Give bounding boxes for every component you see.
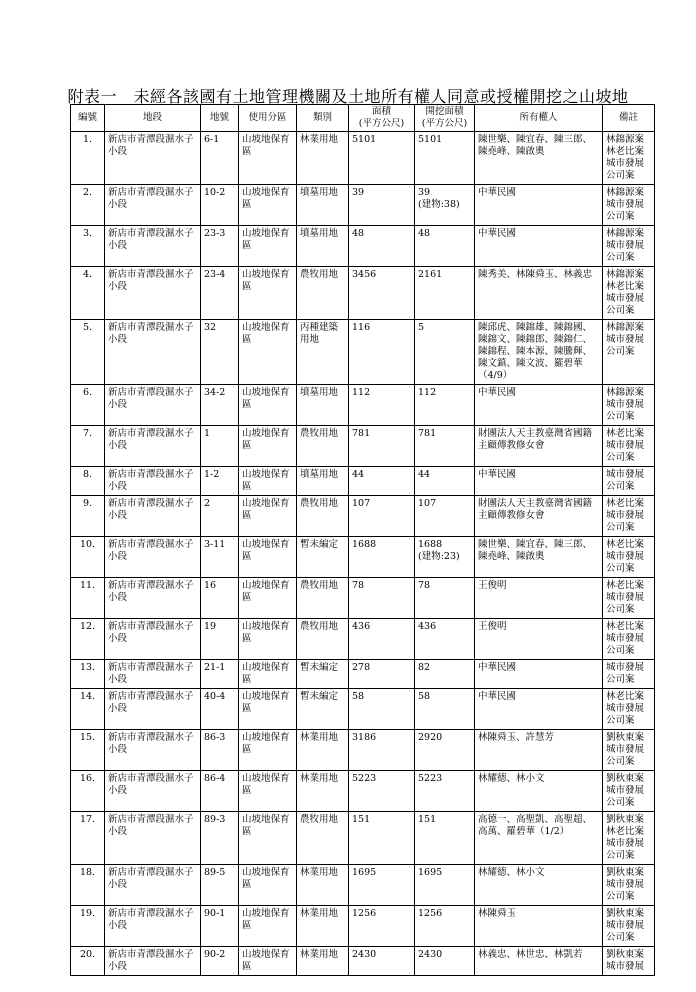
remarks-cell: 林錦源案 城市發展公司案 [603, 385, 655, 426]
zone-cell: 山坡地保育區 [239, 185, 297, 226]
lot-number-cell: 89-5 [201, 865, 239, 906]
table-row [71, 812, 655, 865]
zone-cell: 山坡地保育區 [239, 689, 297, 730]
remarks-cell: 劉秋東案 城市發展 [603, 947, 655, 976]
zone-cell: 山坡地保育區 [239, 226, 297, 267]
row-number-cell: 10. [71, 537, 105, 578]
zone-cell: 山坡地保育區 [239, 730, 297, 771]
land-section-cell: 新店市青潭段濕水子小段 [105, 132, 201, 185]
dug-area-cell: 2161 [415, 267, 475, 320]
row-number-cell: 14. [71, 689, 105, 730]
lot-number-cell: 89-3 [201, 812, 239, 865]
table-row [71, 771, 655, 812]
area-cell: 39 [349, 185, 415, 226]
dug-area-cell: 151 [415, 812, 475, 865]
land-category-cell: 農牧用地 [297, 578, 349, 619]
zone-cell: 山坡地保育區 [239, 771, 297, 812]
remarks-cell: 劉秋東案 城市發展公司案 [603, 771, 655, 812]
table-row [71, 496, 655, 537]
table-row [71, 689, 655, 730]
zone-cell: 山坡地保育區 [239, 865, 297, 906]
remarks-cell: 劉秋東案 城市發展公司案 [603, 865, 655, 906]
area-cell: 781 [349, 426, 415, 467]
owners-cell: 林耀德、林小文 [475, 865, 603, 906]
land-section-cell: 新店市青潭段濕水子小段 [105, 185, 201, 226]
land-category-cell: 墳墓用地 [297, 226, 349, 267]
lot-number-cell: 21-1 [201, 660, 239, 689]
owners-cell: 財團法人天主教臺灣省國籍主顧傳教修女會 [475, 496, 603, 537]
row-number-cell: 11. [71, 578, 105, 619]
row-number-cell: 13. [71, 660, 105, 689]
zone-cell: 山坡地保育區 [239, 426, 297, 467]
owners-cell: 中華民國 [475, 467, 603, 496]
dug-area-cell: 1688 (建物:23) [415, 537, 475, 578]
remarks-cell: 城市發展公司案 [603, 660, 655, 689]
owners-cell: 陳邱虎、陳錦雄、陳錦國、陳錦文、陳錦郎、陳錦仁、陳錦程、陳本源、陳騰輝、陳文鎮、陳文波、羅碧華（4/9） [475, 320, 603, 385]
land-category-cell: 墳墓用地 [297, 467, 349, 496]
area-cell: 436 [349, 619, 415, 660]
owners-cell: 陳世樂、陳宜春、陳三郎、陳堯峰、陳啟奧 [475, 132, 603, 185]
table-row [71, 906, 655, 947]
dug-area-cell: 5 [415, 320, 475, 385]
table-row [71, 320, 655, 385]
dug-area-cell: 82 [415, 660, 475, 689]
land-category-cell: 林業用地 [297, 771, 349, 812]
land-category-cell: 林業用地 [297, 865, 349, 906]
area-cell: 1256 [349, 906, 415, 947]
zone-cell: 山坡地保育區 [239, 467, 297, 496]
lot-number-cell: 90-2 [201, 947, 239, 976]
lot-number-cell: 23-4 [201, 267, 239, 320]
table-row [71, 537, 655, 578]
column-header: 開挖面積 (平方公尺) [415, 105, 475, 132]
column-header: 面積 (平方公尺) [349, 105, 415, 132]
remarks-cell: 林錦源案 林老比案 城市發展公司案 [603, 132, 655, 185]
zone-cell: 山坡地保育區 [239, 385, 297, 426]
lot-number-cell: 1 [201, 426, 239, 467]
owners-cell: 中華民國 [475, 660, 603, 689]
remarks-cell: 林錦源案 城市發展公司案 [603, 185, 655, 226]
land-category-cell: 暫未編定 [297, 689, 349, 730]
land-category-cell: 農牧用地 [297, 496, 349, 537]
land-section-cell: 新店市青潭段濕水子小段 [105, 578, 201, 619]
owners-cell: 高德一、高聖凱、高聖超、高萬、羅碧華（1/2） [475, 812, 603, 865]
zone-cell: 山坡地保育區 [239, 660, 297, 689]
column-header: 備註 [603, 105, 655, 132]
table-row [71, 132, 655, 185]
dug-area-cell: 1256 [415, 906, 475, 947]
area-cell: 48 [349, 226, 415, 267]
area-cell: 78 [349, 578, 415, 619]
row-number-cell: 17. [71, 812, 105, 865]
lot-number-cell: 16 [201, 578, 239, 619]
remarks-cell: 林錦源案 林老比案 城市發展公司案 [603, 267, 655, 320]
area-cell: 278 [349, 660, 415, 689]
row-number-cell: 1. [71, 132, 105, 185]
land-table [70, 104, 655, 976]
land-category-cell: 墳墓用地 [297, 185, 349, 226]
remarks-cell: 劉秋東案 林老比案 城市發展公司案 [603, 812, 655, 865]
remarks-cell: 林老比案 城市發展公司案 [603, 426, 655, 467]
dug-area-cell: 44 [415, 467, 475, 496]
land-section-cell: 新店市青潭段濕水子小段 [105, 906, 201, 947]
table-row [71, 385, 655, 426]
row-number-cell: 5. [71, 320, 105, 385]
remarks-cell: 林老比案 城市發展公司案 [603, 578, 655, 619]
owners-cell: 林陳舜玉 [475, 906, 603, 947]
lot-number-cell: 90-1 [201, 906, 239, 947]
land-category-cell: 農牧用地 [297, 812, 349, 865]
area-cell: 116 [349, 320, 415, 385]
row-number-cell: 19. [71, 906, 105, 947]
dug-area-cell: 1695 [415, 865, 475, 906]
column-header: 使用分區 [239, 105, 297, 132]
row-number-cell: 15. [71, 730, 105, 771]
land-section-cell: 新店市青潭段濕水子小段 [105, 385, 201, 426]
land-section-cell: 新店市青潭段濕水子小段 [105, 771, 201, 812]
area-cell: 107 [349, 496, 415, 537]
table-row [71, 226, 655, 267]
zone-cell: 山坡地保育區 [239, 619, 297, 660]
owners-cell: 中華民國 [475, 185, 603, 226]
owners-cell: 中華民國 [475, 226, 603, 267]
column-header: 所有權人 [475, 105, 603, 132]
lot-number-cell: 2 [201, 496, 239, 537]
row-number-cell: 16. [71, 771, 105, 812]
area-cell: 5223 [349, 771, 415, 812]
row-number-cell: 18. [71, 865, 105, 906]
owners-cell: 陳秀美、林陳舜玉、林義忠 [475, 267, 603, 320]
area-cell: 3456 [349, 267, 415, 320]
lot-number-cell: 34-2 [201, 385, 239, 426]
table-row [71, 426, 655, 467]
land-section-cell: 新店市青潭段濕水子小段 [105, 865, 201, 906]
land-section-cell: 新店市青潭段濕水子小段 [105, 320, 201, 385]
zone-cell: 山坡地保育區 [239, 578, 297, 619]
row-number-cell: 20. [71, 947, 105, 976]
lot-number-cell: 1-2 [201, 467, 239, 496]
owners-cell: 王俊明 [475, 578, 603, 619]
area-cell: 58 [349, 689, 415, 730]
land-section-cell: 新店市青潭段濕水子小段 [105, 730, 201, 771]
remarks-cell: 劉秋東案 城市發展公司案 [603, 906, 655, 947]
lot-number-cell: 86-3 [201, 730, 239, 771]
land-category-cell: 林業用地 [297, 906, 349, 947]
dug-area-cell: 781 [415, 426, 475, 467]
remarks-cell: 林老比案 城市發展公司案 [603, 537, 655, 578]
row-number-cell: 8. [71, 467, 105, 496]
land-category-cell: 農牧用地 [297, 267, 349, 320]
land-category-cell: 林業用地 [297, 730, 349, 771]
owners-cell: 中華民國 [475, 689, 603, 730]
row-number-cell: 9. [71, 496, 105, 537]
table-body [71, 132, 655, 976]
land-section-cell: 新店市青潭段濕水子小段 [105, 467, 201, 496]
land-section-cell: 新店市青潭段濕水子小段 [105, 947, 201, 976]
area-cell: 3186 [349, 730, 415, 771]
lot-number-cell: 40-4 [201, 689, 239, 730]
land-section-cell: 新店市青潭段濕水子小段 [105, 496, 201, 537]
area-cell: 151 [349, 812, 415, 865]
land-section-cell: 新店市青潭段濕水子小段 [105, 537, 201, 578]
land-category-cell: 農牧用地 [297, 619, 349, 660]
table-header-row [71, 105, 655, 132]
dug-area-cell: 78 [415, 578, 475, 619]
area-cell: 1688 [349, 537, 415, 578]
zone-cell: 山坡地保育區 [239, 906, 297, 947]
lot-number-cell: 6-1 [201, 132, 239, 185]
owners-cell: 林義忠、林世忠、林凱若 [475, 947, 603, 976]
table-row [71, 947, 655, 976]
owners-cell: 中華民國 [475, 385, 603, 426]
land-category-cell: 丙種建築用地 [297, 320, 349, 385]
column-header: 編號 [71, 105, 105, 132]
dug-area-cell: 5223 [415, 771, 475, 812]
lot-number-cell: 86-4 [201, 771, 239, 812]
dug-area-cell: 58 [415, 689, 475, 730]
table-row [71, 267, 655, 320]
area-cell: 1695 [349, 865, 415, 906]
zone-cell: 山坡地保育區 [239, 267, 297, 320]
area-cell: 5101 [349, 132, 415, 185]
zone-cell: 山坡地保育區 [239, 812, 297, 865]
table-row [71, 578, 655, 619]
land-section-cell: 新店市青潭段濕水子小段 [105, 267, 201, 320]
lot-number-cell: 19 [201, 619, 239, 660]
lot-number-cell: 32 [201, 320, 239, 385]
column-header: 地號 [201, 105, 239, 132]
owners-cell: 王俊明 [475, 619, 603, 660]
lot-number-cell: 10-2 [201, 185, 239, 226]
table-row [71, 185, 655, 226]
dug-area-cell: 112 [415, 385, 475, 426]
land-section-cell: 新店市青潭段濕水子小段 [105, 689, 201, 730]
remarks-cell: 林老比案 城市發展公司案 [603, 496, 655, 537]
remarks-cell: 林錦源案 城市發展公司案 [603, 320, 655, 385]
land-category-cell: 林業用地 [297, 947, 349, 976]
column-header: 類別 [297, 105, 349, 132]
remarks-cell: 林老比案 城市發展公司案 [603, 619, 655, 660]
remarks-cell: 林錦源案 城市發展公司案 [603, 226, 655, 267]
dug-area-cell: 39 (建物:38) [415, 185, 475, 226]
area-cell: 44 [349, 467, 415, 496]
row-number-cell: 2. [71, 185, 105, 226]
owners-cell: 林耀德、林小文 [475, 771, 603, 812]
land-section-cell: 新店市青潭段濕水子小段 [105, 619, 201, 660]
page-title: 附表一 未經各該國有土地管理機關及土地所有權人同意或授權開挖之山坡地 [67, 87, 629, 106]
land-category-cell: 墳墓用地 [297, 385, 349, 426]
row-number-cell: 7. [71, 426, 105, 467]
land-category-cell: 暫未編定 [297, 660, 349, 689]
dug-area-cell: 2920 [415, 730, 475, 771]
table-row [71, 660, 655, 689]
land-section-cell: 新店市青潭段濕水子小段 [105, 660, 201, 689]
owners-cell: 陳世樂、陳宜春、陳三郎、陳堯峰、陳啟奧 [475, 537, 603, 578]
dug-area-cell: 48 [415, 226, 475, 267]
remarks-cell: 城市發展公司案 [603, 467, 655, 496]
zone-cell: 山坡地保育區 [239, 132, 297, 185]
zone-cell: 山坡地保育區 [239, 496, 297, 537]
dug-area-cell: 436 [415, 619, 475, 660]
remarks-cell: 林老比案 城市發展公司案 [603, 689, 655, 730]
lot-number-cell: 23-3 [201, 226, 239, 267]
owners-cell: 林陳舜玉、許慧芳 [475, 730, 603, 771]
area-cell: 2430 [349, 947, 415, 976]
table-row [71, 467, 655, 496]
zone-cell: 山坡地保育區 [239, 947, 297, 976]
land-section-cell: 新店市青潭段濕水子小段 [105, 812, 201, 865]
area-cell: 112 [349, 385, 415, 426]
land-category-cell: 林業用地 [297, 132, 349, 185]
row-number-cell: 4. [71, 267, 105, 320]
land-category-cell: 農牧用地 [297, 426, 349, 467]
remarks-cell: 劉秋東案 城市發展公司案 [603, 730, 655, 771]
row-number-cell: 3. [71, 226, 105, 267]
dug-area-cell: 5101 [415, 132, 475, 185]
lot-number-cell: 3-11 [201, 537, 239, 578]
row-number-cell: 6. [71, 385, 105, 426]
land-section-cell: 新店市青潭段濕水子小段 [105, 426, 201, 467]
row-number-cell: 12. [71, 619, 105, 660]
zone-cell: 山坡地保育區 [239, 537, 297, 578]
dug-area-cell: 107 [415, 496, 475, 537]
table-row [71, 865, 655, 906]
land-section-cell: 新店市青潭段濕水子小段 [105, 226, 201, 267]
table-row [71, 619, 655, 660]
zone-cell: 山坡地保育區 [239, 320, 297, 385]
table-row [71, 730, 655, 771]
dug-area-cell: 2430 [415, 947, 475, 976]
land-category-cell: 暫未編定 [297, 537, 349, 578]
column-header: 地段 [105, 105, 201, 132]
owners-cell: 財團法人天主教臺灣省國籍主顧傳教修女會 [475, 426, 603, 467]
